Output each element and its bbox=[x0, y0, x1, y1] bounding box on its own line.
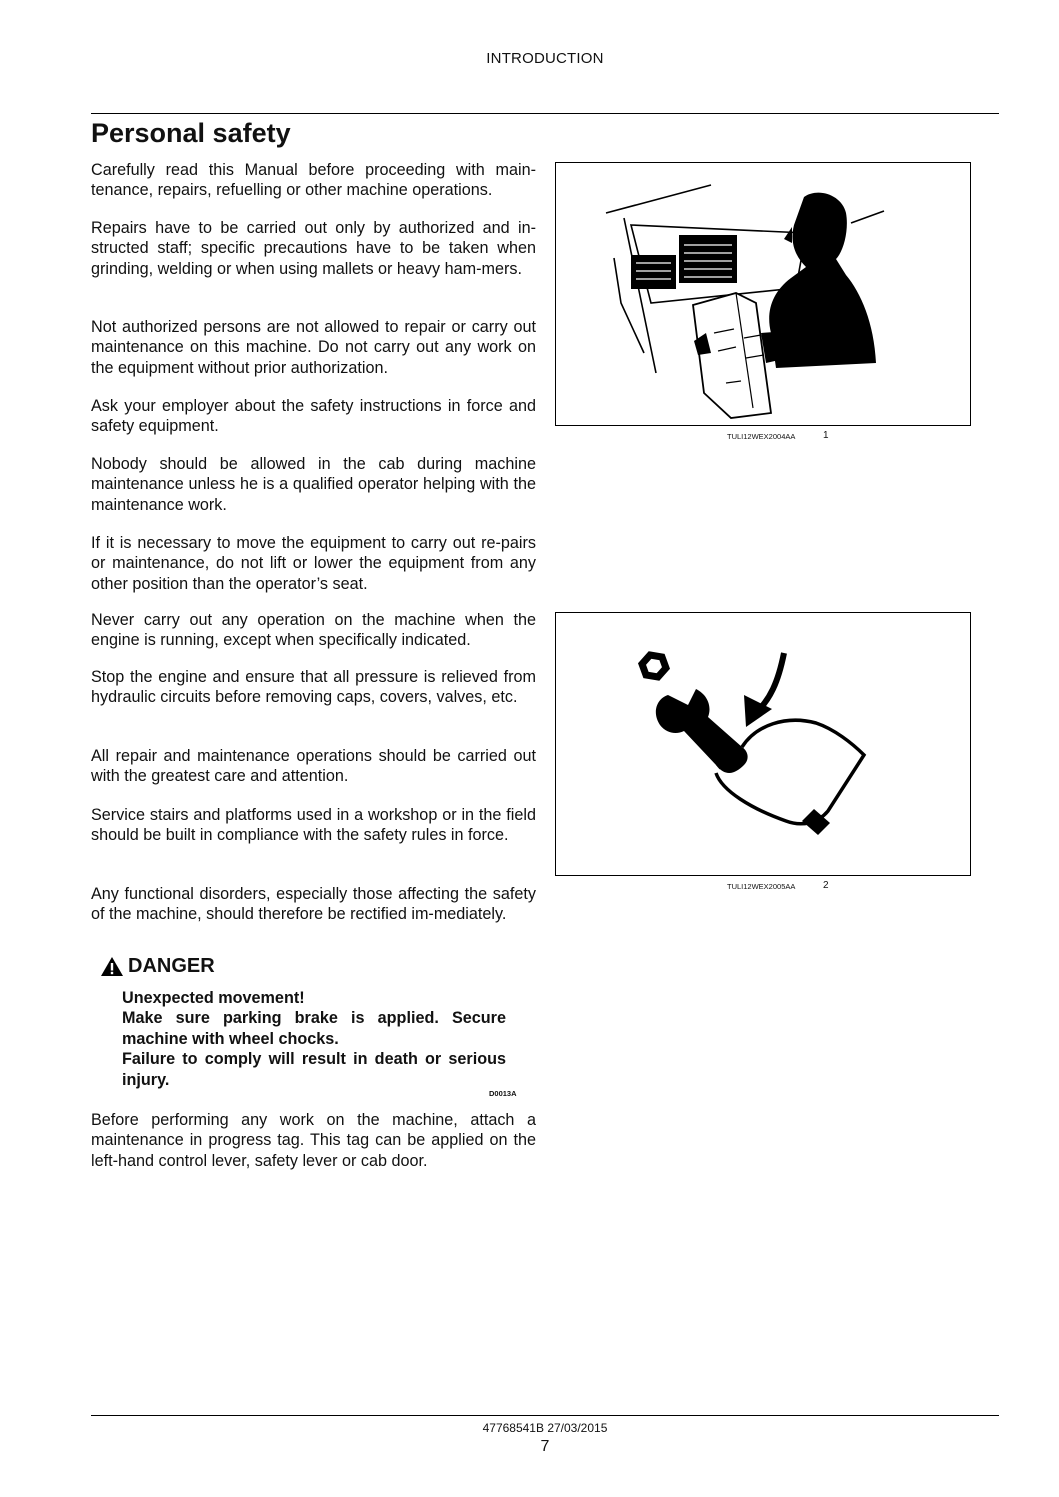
paragraph: Any functional disorders, especially those affecting the safety of the machine, should therefore be rectified im-mediately. bbox=[91, 885, 536, 924]
paragraph: Ask your employer about the safety instructions in force and safety equipment. bbox=[91, 397, 536, 436]
page-number: 7 bbox=[540, 1438, 550, 1455]
footer-rule bbox=[91, 1415, 999, 1416]
paragraph: Repairs have to be carried out only by authorized and in-structed staff; specific precautions have to be taken when grinding, welding or when using mallets or heavy ham-mers. bbox=[91, 219, 536, 278]
paragraph: Service stairs and platforms used in a workshop or in the field should be built in compliance with the safety rules in force. bbox=[91, 806, 536, 845]
figure-person-reading-manual bbox=[555, 162, 971, 426]
figure-caption: TULI12WEX2004AA bbox=[727, 432, 796, 441]
figure-caption: TULI12WEX2005AA bbox=[727, 882, 796, 891]
running-header: INTRODUCTION bbox=[486, 50, 604, 67]
gloved-hand-wrench-illustration bbox=[556, 613, 970, 875]
figure-number: 1 bbox=[823, 430, 829, 441]
danger-line: Failure to comply will result in death or serious injury. bbox=[122, 1050, 506, 1089]
paragraph: All repair and maintenance operations should be carried out with the greatest care and attention. bbox=[91, 747, 536, 786]
page-title: Personal safety bbox=[91, 118, 291, 148]
paragraph: If it is necessary to move the equipment to carry out re-pairs or maintenance, do not lift or lower the equipment from any other position than the operator’s seat. bbox=[91, 534, 536, 593]
footer-document-id: 47768541B 27/03/2015 bbox=[482, 1421, 608, 1435]
person-reading-manual-illustration bbox=[556, 163, 970, 425]
danger-label: DANGER bbox=[128, 955, 215, 977]
paragraph: Stop the engine and ensure that all pressure is relieved from hydraulic circuits before removing caps, covers, valves, etc. bbox=[91, 668, 536, 707]
figure-gloved-hand-wrench bbox=[555, 612, 971, 876]
paragraph: Not authorized persons are not allowed to repair or carry out maintenance on this machine. Do not carry out any work on the equipment without prior authorization. bbox=[91, 318, 536, 377]
warning-triangle-icon bbox=[100, 956, 124, 977]
paragraph: Nobody should be allowed in the cab during machine maintenance unless he is a qualified operator helping with the maintenance work. bbox=[91, 455, 536, 514]
danger-code: D0013A bbox=[489, 1089, 517, 1098]
danger-line: Make sure parking brake is applied. Secure machine with wheel chocks. bbox=[122, 1009, 506, 1048]
figure-number: 2 bbox=[823, 880, 829, 891]
header-rule bbox=[91, 113, 999, 114]
danger-message bbox=[122, 988, 506, 1090]
paragraph: Carefully read this Manual before proceeding with main-tenance, repairs, refuelling or other machine operations. bbox=[91, 161, 536, 200]
paragraph: Never carry out any operation on the machine when the engine is running, except when specifically indicated. bbox=[91, 611, 536, 650]
danger-line: Unexpected movement! bbox=[122, 989, 305, 1007]
danger-heading bbox=[100, 955, 215, 978]
closing-paragraph: Before performing any work on the machine, attach a maintenance in progress tag. This tag can be applied on the left-hand control lever, safety lever or cab door. bbox=[91, 1111, 536, 1170]
